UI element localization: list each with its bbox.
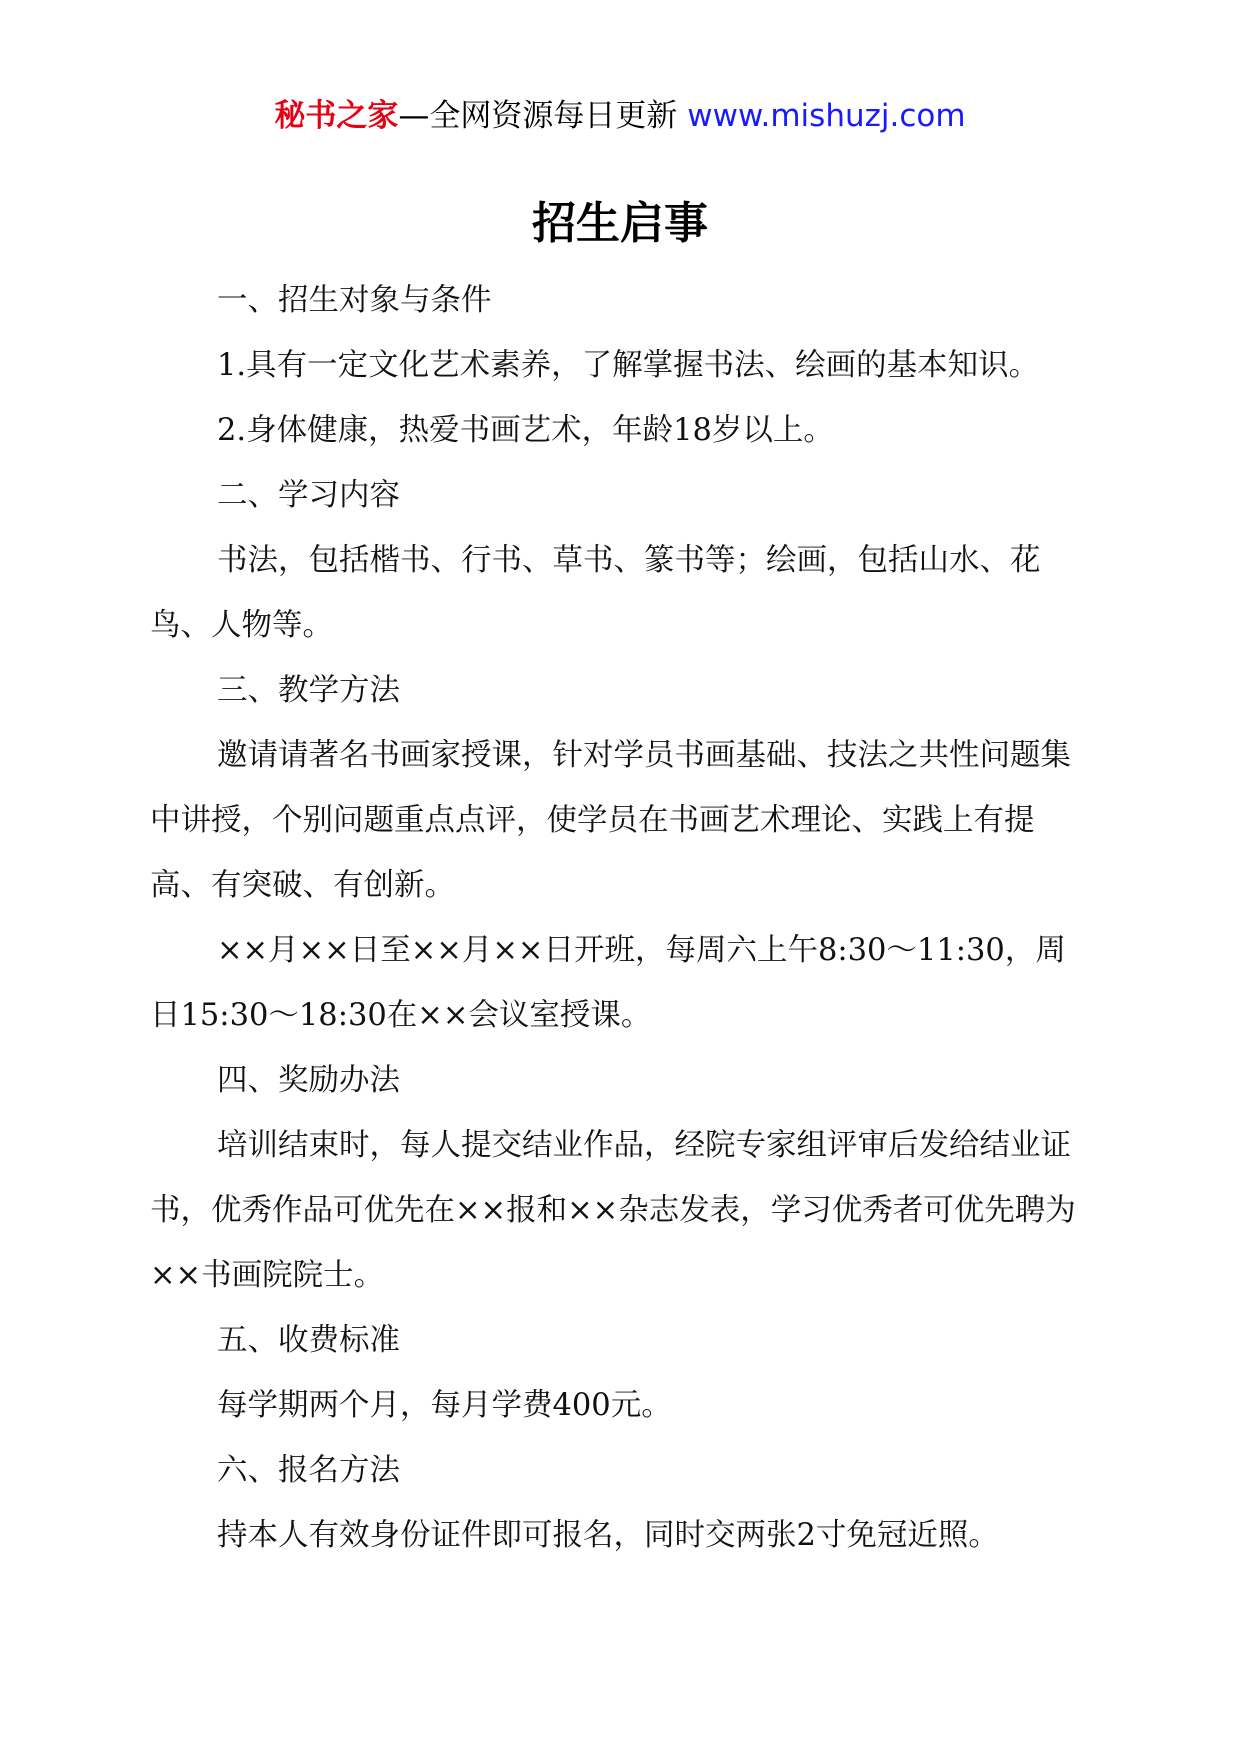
site-brand: 秘书之家 xyxy=(274,98,399,134)
paragraph-registration: 持本人有效身份证件即可报名，同时交两张2寸免冠近照。 xyxy=(217,1518,999,1553)
paragraph-content: 书法，包括楷书、行书、草书、篆书等；绘画，包括山水、花鸟、人物等。 xyxy=(150,543,1041,643)
paragraph-fee: 每学期两个月，每月学费400元。 xyxy=(217,1388,672,1423)
section-heading-reward: 四、奖励办法 xyxy=(217,1063,400,1098)
section-heading-fee: 五、收费标准 xyxy=(217,1323,400,1358)
paragraph-condition-1: 1.具有一定文化艺术素养，了解掌握书法、绘画的基本知识。 xyxy=(217,348,1040,383)
paragraph-schedule: ××月××日至××月××日开班，每周六上午8:30～11:30，周日15:30～18:30在××会议室授课。 xyxy=(150,933,1066,1033)
section-heading-content: 二、学习内容 xyxy=(217,478,400,513)
site-slogan: —全网资源每日更新 xyxy=(398,98,678,134)
paragraph-method: 邀请请著名书画家授课，针对学员书画基础、技法之共性问题集中讲授，个别问题重点点评，使学员在书画艺术理论、实践上有提高、有突破、有创新。 xyxy=(150,738,1071,903)
paragraph-condition-2: 2.身体健康，热爱书画艺术，年龄18岁以上。 xyxy=(217,413,834,448)
section-heading-registration: 六、报名方法 xyxy=(217,1453,400,1488)
paragraph-reward: 培训结束时，每人提交结业作品，经院专家组评审后发给结业证书，优秀作品可优先在××报和××杂志发表，学习优秀者可优先聘为××书画院院士。 xyxy=(150,1128,1076,1293)
site-url-link[interactable]: www.mishuzj.com xyxy=(687,98,966,134)
site-header xyxy=(0,98,1240,135)
section-heading-method: 三、教学方法 xyxy=(217,673,400,708)
document-title: 招生启事 xyxy=(532,198,708,249)
section-heading-enrollment: 一、招生对象与条件 xyxy=(217,283,492,318)
document-body xyxy=(150,268,1085,1568)
